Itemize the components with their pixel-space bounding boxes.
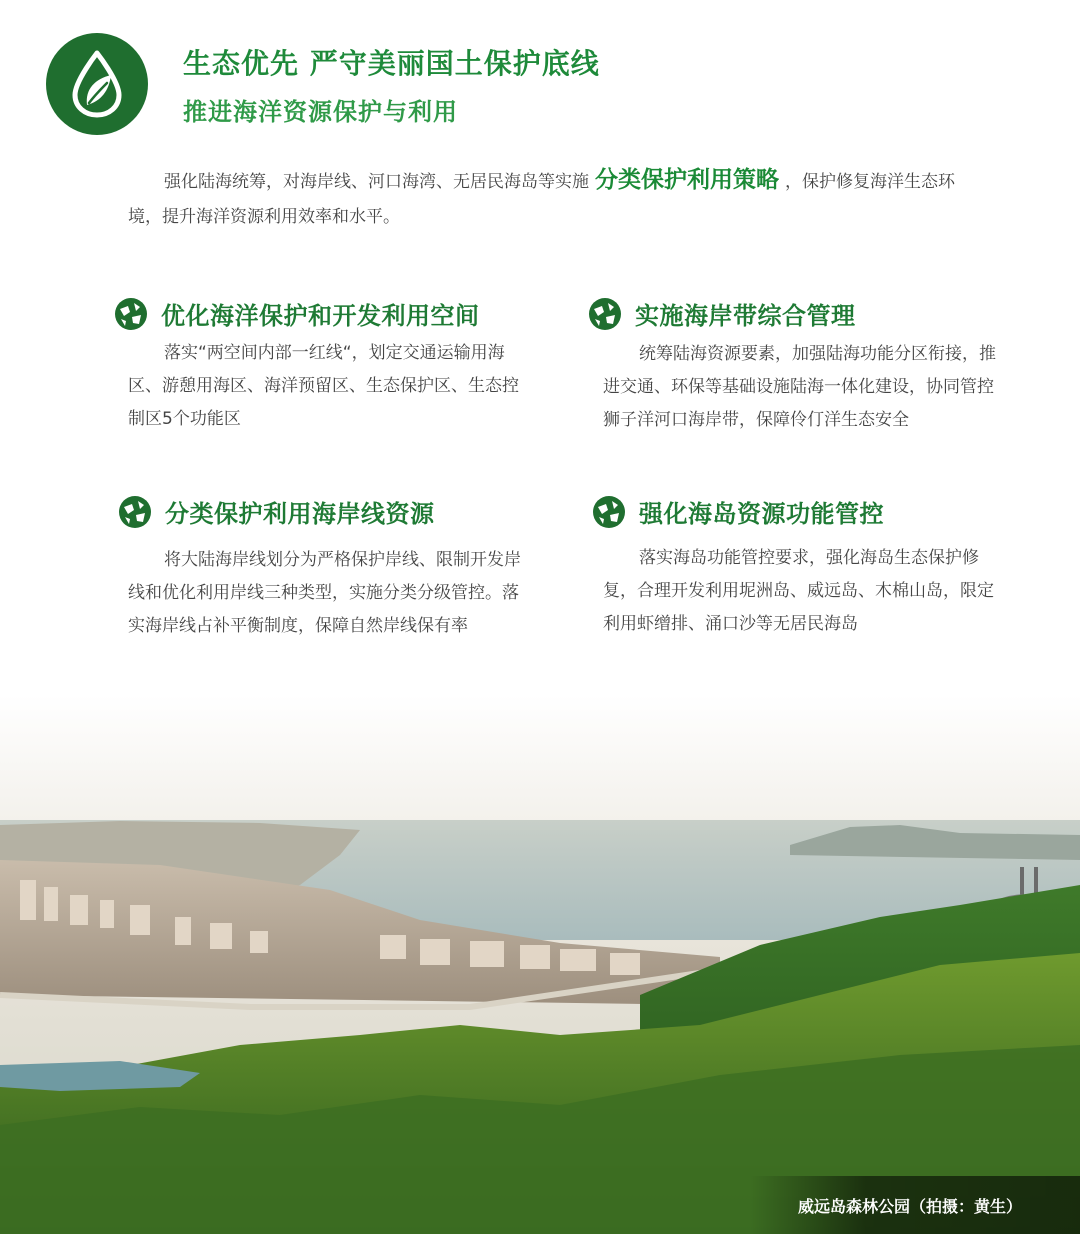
section-3-body: 将大陆海岸线划分为严格保护岸线、限制开发岸线和优化利用岸线三种类型，实施分类分级管控。落实海岸线占补平衡制度，保障自然岸线保有率	[128, 550, 521, 636]
landscape-illustration	[0, 695, 1080, 1234]
page-subtitle: 推进海洋资源保护与利用	[183, 98, 458, 126]
landscape-photo	[0, 695, 1080, 1234]
green-globe-icon	[118, 495, 152, 529]
section-3-header	[118, 494, 435, 529]
logo-badge	[46, 33, 148, 135]
section-2-header	[588, 296, 856, 331]
green-globe-icon	[114, 297, 148, 331]
section-3-title: 分类保护利用海岸线资源	[165, 500, 435, 528]
section-4-header	[592, 494, 884, 529]
photo-caption-bar	[750, 1176, 1080, 1234]
section-4-body: 落实海岛功能管控要求，强化海岛生态保护修复，合理开发利用坭洲岛、威远岛、木棉山岛，限定利用虾缯排、涌口沙等无居民海岛	[603, 548, 994, 634]
photo-caption: 威远岛森林公园（拍摄：黄生）	[797, 1196, 1022, 1216]
section-1-header	[114, 296, 480, 331]
intro-highlight: 分类保护利用策略	[595, 167, 779, 193]
section-1-title: 优化海洋保护和开发利用空间	[161, 302, 480, 330]
green-globe-icon	[588, 297, 622, 331]
page-title: 生态优先 严守美丽国土保护底线	[183, 47, 600, 80]
intro-text-before: 强化陆海统筹，对海岸线、河口海湾、无居民海岛等实施	[164, 172, 589, 192]
intro-paragraph	[128, 163, 988, 235]
section-1-body: 落实“两空间内部一红线“，划定交通运输用海区、游憩用海区、海洋预留区、生态保护区、生态控制区5个功能区	[128, 343, 519, 429]
section-4-title: 强化海岛资源功能管控	[639, 500, 884, 528]
green-globe-icon	[592, 495, 626, 529]
intro-text-after: ，保护修复海洋生态环境，提升海洋资源利用效率和水平。	[128, 172, 955, 227]
section-2-body: 统筹陆海资源要素，加强陆海功能分区衔接，推进交通、环保等基础设施陆海一体化建设，协同管控狮子洋河口海岸带，保障伶仃洋生态安全	[603, 344, 996, 430]
leaf-drop-icon	[67, 49, 127, 119]
section-2-title: 实施海岸带综合管理	[635, 302, 856, 330]
